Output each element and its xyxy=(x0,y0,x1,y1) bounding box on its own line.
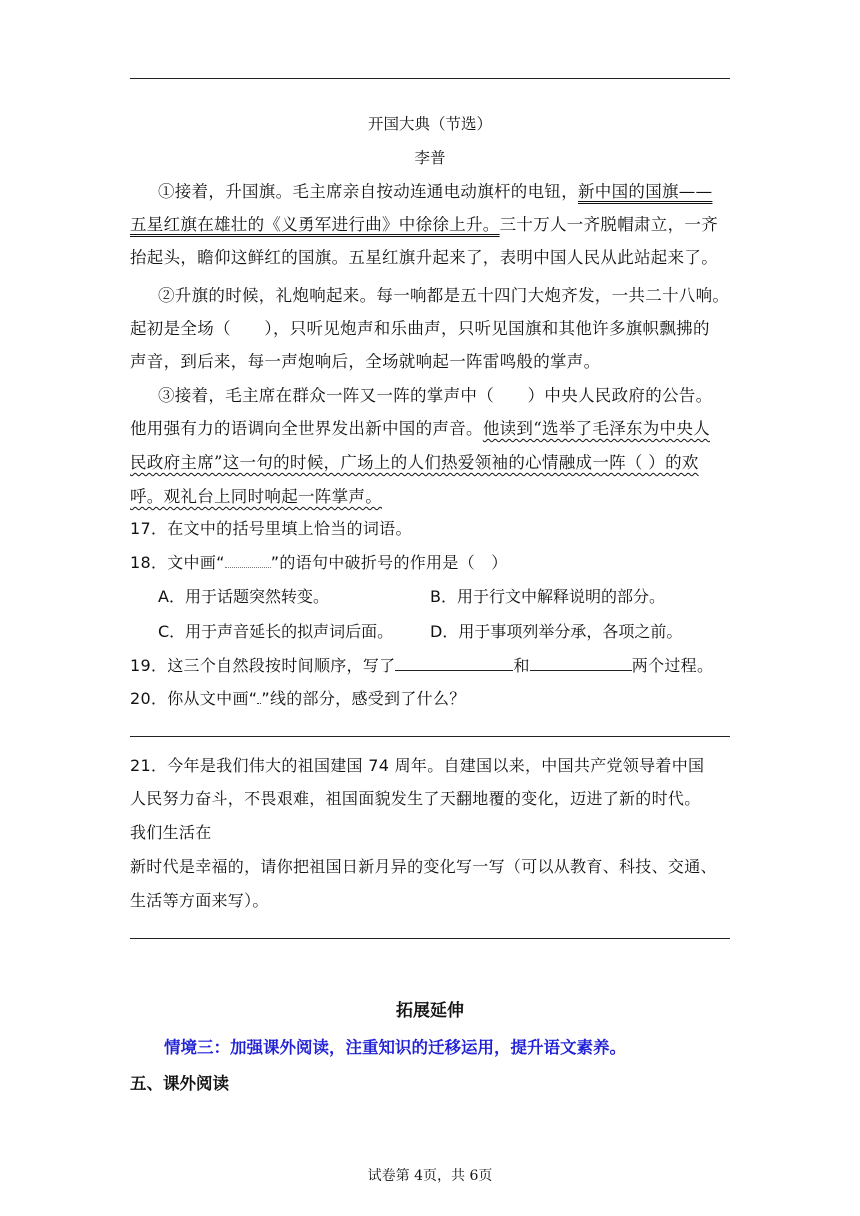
wavy-line-marker xyxy=(225,553,271,568)
p3-wavy-underlined-sentence-cont: 民政府主席”这一句的时候，广场上的人们热爱领袖的心情融成一阵（ ）的欢 xyxy=(130,453,699,472)
question-21-line2: 人民努力奋斗，不畏艰难，祖国面貌发生了天翻地覆的变化，迈进了新的时代。 xyxy=(130,789,701,808)
question-19-suffix: 两个过程。 xyxy=(631,656,714,675)
p1-line3: 抬起头，瞻仰这鲜红的国旗。五星红旗升起来了，表明中国人民从此站起来了。 xyxy=(130,248,718,267)
passage-title: 开国大典（节选） xyxy=(367,115,492,133)
option-b[interactable]: B．用于行文中解释说明的部分。 xyxy=(430,587,665,606)
p3-line4 xyxy=(130,483,382,507)
p3-line1: ③接着，毛主席在群众一阵又一阵的掌声中（ ）中央人民政府的公告。 xyxy=(158,386,713,405)
question-21-line4: 新时代是幸福的，请你把祖国日新月异的变化写一写（可以从教育、科技、交通、 xyxy=(130,857,717,876)
p3-wavy-underlined-sentence-end: 呼。观礼台上同时响起一阵掌声。 xyxy=(130,487,382,506)
p1-underlined-dash-sentence-cont: 五星红旗在雄壮的《义勇军进行曲》中徐徐上升。 xyxy=(130,215,500,234)
option-c[interactable]: C．用于声音延长的拟声词后面。 xyxy=(158,622,394,641)
answer-line-21[interactable] xyxy=(130,938,730,939)
p1-line1-text: ①接着，升国旗。毛主席亲自按动连通电动旗杆的电钮， xyxy=(158,182,578,201)
section-heading: 拓展延伸 xyxy=(396,1001,464,1021)
option-d[interactable]: D．用于事项列举分承，各项之前。 xyxy=(430,622,683,641)
question-17: 17．在文中的括号里填上恰当的词语。 xyxy=(130,519,412,538)
question-19-mid: 和 xyxy=(513,656,530,675)
p2-line2: 起初是全场（ ），只听见炮声和乐曲声，只听见国旗和其他许多旗帜飘拂的 xyxy=(130,319,710,338)
top-divider xyxy=(130,78,730,79)
p2-line1: ②升旗的时候，礼炮响起来。每一响都是五十四门大炮齐发，一共二十八响。 xyxy=(158,286,730,305)
question-20-suffix: ”线的部分，感受到了什么？ xyxy=(261,689,466,708)
question-21-line1: 21．今年是我们伟大的祖国建国 74 周年。自建国以来，中国共产党领导着中国 xyxy=(130,756,705,775)
answer-blank-2[interactable] xyxy=(530,654,632,671)
p3-line2 xyxy=(130,415,710,439)
question-21-line3: 我们生活在 xyxy=(130,823,212,842)
p1-line2-text: 三十万人一齐脱帽肃立，一齐 xyxy=(499,215,719,234)
option-a[interactable]: A．用于话题突然转变。 xyxy=(158,587,329,606)
p1-underlined-dash-sentence: 新中国的国旗—— xyxy=(578,182,713,201)
answer-blank-1[interactable] xyxy=(395,654,513,671)
answer-line-20[interactable] xyxy=(130,736,730,737)
question-19-prefix: 19．这三个自然段按时间顺序，写了 xyxy=(130,656,396,675)
p1-line1 xyxy=(158,178,712,202)
page-footer: 试卷第 4页，共 6页 xyxy=(367,1168,493,1184)
p3-line2-text: 他用强有力的语调向全世界发出新中国的声音。 xyxy=(130,419,483,438)
question-19 xyxy=(130,653,713,676)
part-heading: 五、课外阅读 xyxy=(130,1074,229,1093)
p3-line3 xyxy=(130,449,699,473)
p2-line3: 声音，到后来，每一声炮响后，全场就响起一阵雷鸣般的掌声。 xyxy=(130,352,601,371)
question-20-prefix: 20．你从文中画“ xyxy=(130,689,258,708)
p3-wavy-underlined-sentence: 他读到“选举了毛泽东为中央人 xyxy=(482,419,710,438)
question-18-suffix: ”的语句中破折号的作用是（ ） xyxy=(270,553,508,572)
question-20 xyxy=(130,686,466,709)
question-18-prefix: 18．文中画“ xyxy=(130,553,225,572)
p1-line2 xyxy=(130,211,718,235)
question-21-line5: 生活等方面来写）。 xyxy=(130,891,269,910)
scenario-note: 情境三：加强课外阅读，注重知识的迁移运用，提升语文素养。 xyxy=(164,1038,626,1057)
passage-author: 李普 xyxy=(414,149,446,167)
question-18 xyxy=(130,550,508,573)
